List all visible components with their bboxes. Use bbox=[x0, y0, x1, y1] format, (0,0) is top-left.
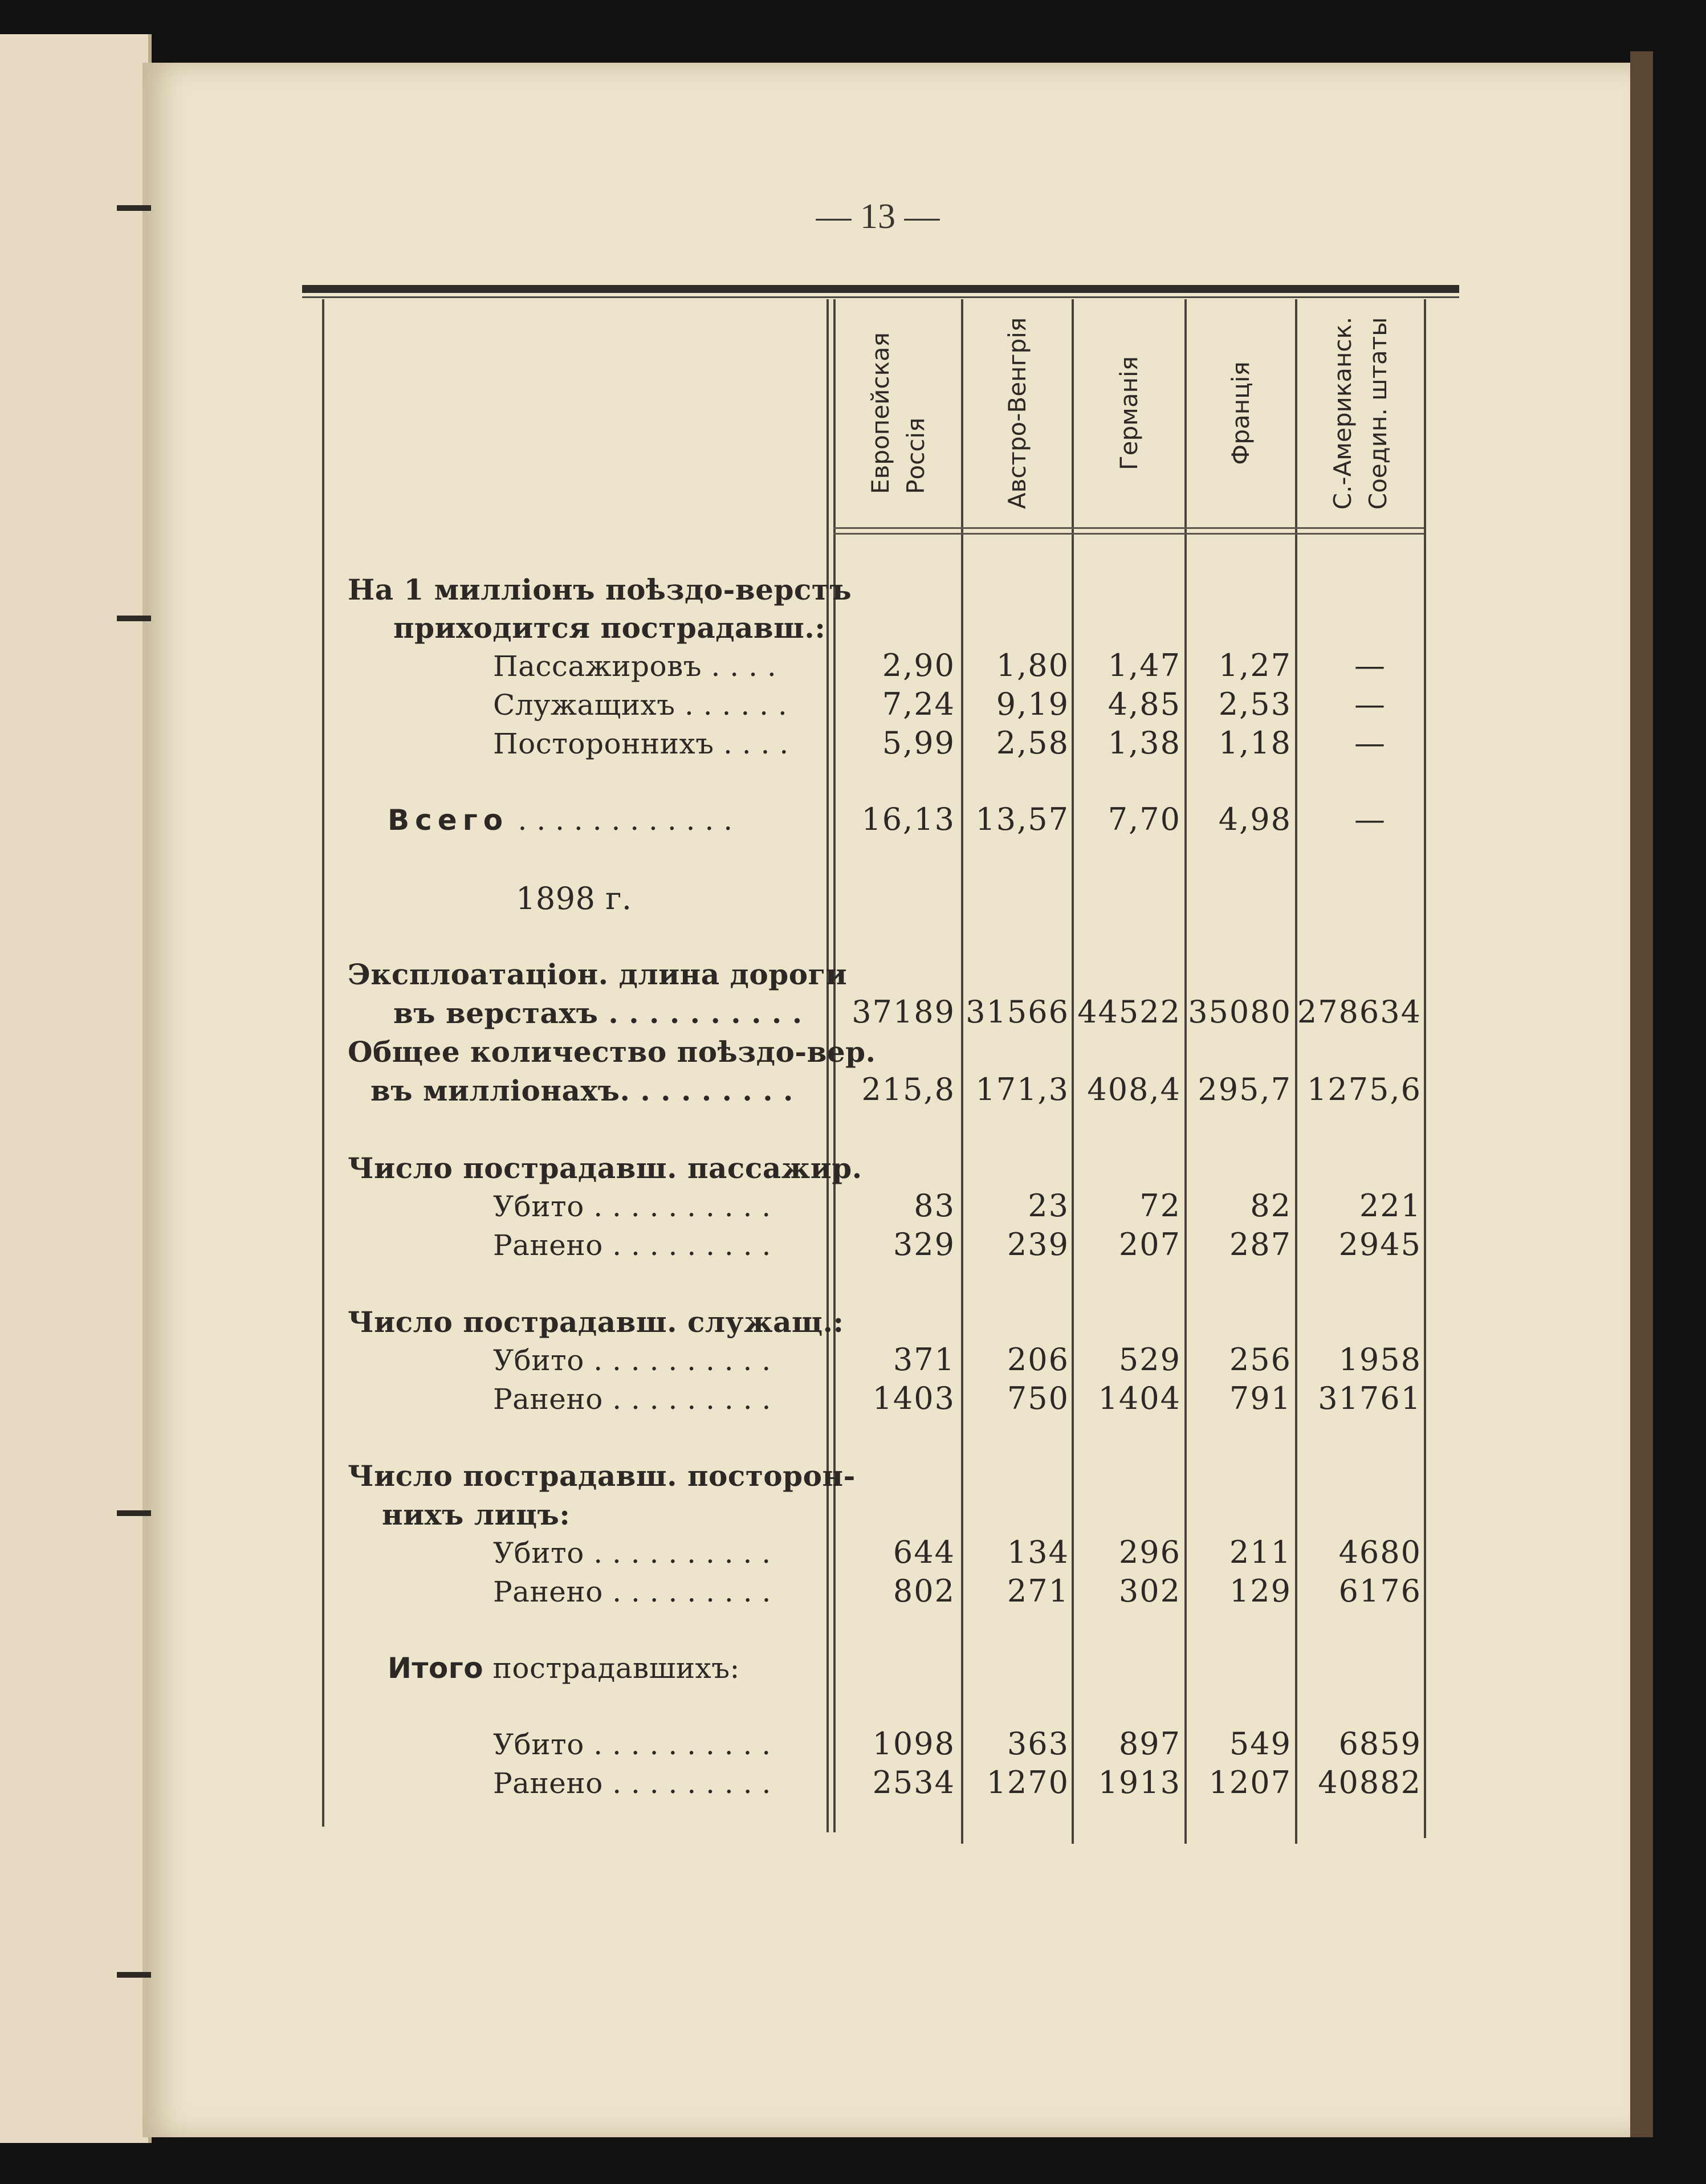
section-heading-outsiders: Число пострадавш. посторон- bbox=[348, 1459, 856, 1493]
row-label-length-cont: въ верстахъ . . . . . . . . . . bbox=[393, 996, 803, 1030]
table-cell: 549 bbox=[1229, 1726, 1292, 1762]
column-header-usa: С.-Американск. Соедин. штаты bbox=[1329, 316, 1393, 510]
section-heading-total-victims: Итого пострадавшихъ: bbox=[388, 1652, 740, 1685]
row-label-killed: Убито . . . . . . . . . . bbox=[493, 1190, 771, 1223]
table-cell: 31761 bbox=[1318, 1380, 1422, 1416]
section-heading-passengers: Число пострадавш. пассажир. bbox=[348, 1151, 862, 1185]
row-label-total: Всего . . . . . . . . . . . . bbox=[388, 804, 733, 837]
row-label-outsiders: Постороннихъ . . . . bbox=[493, 727, 789, 760]
table-cell: 40882 bbox=[1318, 1765, 1422, 1800]
table-cell: 4680 bbox=[1338, 1534, 1422, 1570]
table-cell: 6176 bbox=[1338, 1573, 1422, 1609]
table-cell: 5,99 bbox=[882, 725, 955, 761]
row-label-train-km: Общее количество поѣздо-вер. bbox=[348, 1035, 876, 1069]
table-cell: 271 bbox=[1007, 1573, 1069, 1609]
column-header-european-russia: Европейская Россія bbox=[866, 332, 930, 494]
row-label-killed: Убито . . . . . . . . . . bbox=[493, 1728, 771, 1761]
table-cell: — bbox=[1354, 725, 1386, 761]
binding-stitch bbox=[117, 205, 151, 211]
page-edge bbox=[1630, 51, 1653, 2137]
table-cell: — bbox=[1354, 647, 1386, 683]
table-cell: 221 bbox=[1359, 1188, 1422, 1224]
section-heading-employees: Число пострадавш. служащ.: bbox=[348, 1305, 844, 1339]
table-cell: 1958 bbox=[1338, 1342, 1422, 1378]
table-cell: 207 bbox=[1118, 1227, 1181, 1262]
table-cell: 31566 bbox=[966, 994, 1069, 1030]
table-cell: 1,27 bbox=[1218, 647, 1292, 683]
row-label-injured: Ранено . . . . . . . . . bbox=[493, 1229, 771, 1262]
table-cell: 1404 bbox=[1098, 1380, 1181, 1416]
table-cell: 206 bbox=[1007, 1342, 1069, 1378]
table-cell: 215,8 bbox=[861, 1071, 955, 1107]
table-cell: 408,4 bbox=[1087, 1071, 1181, 1107]
table-cell: 302 bbox=[1118, 1573, 1181, 1609]
table-cell: 9,19 bbox=[996, 686, 1069, 722]
table-cell: 13,57 bbox=[975, 801, 1069, 837]
table-cell: 802 bbox=[893, 1573, 955, 1609]
table-cell: 35080 bbox=[1188, 994, 1292, 1030]
table-top-rule bbox=[302, 285, 1459, 293]
row-label-injured: Ранено . . . . . . . . . bbox=[493, 1575, 771, 1608]
table-cell: 7,24 bbox=[882, 686, 955, 722]
section-heading: приходится пострадавш.: bbox=[393, 611, 826, 645]
header-rule bbox=[833, 527, 1424, 529]
table-cell: 6859 bbox=[1338, 1726, 1422, 1762]
table-cell: 295,7 bbox=[1198, 1071, 1292, 1107]
table-cell: 644 bbox=[893, 1534, 955, 1570]
table-cell: 1270 bbox=[986, 1765, 1069, 1800]
row-label-killed: Убито . . . . . . . . . . bbox=[493, 1344, 771, 1377]
table-cell: 296 bbox=[1118, 1534, 1181, 1570]
table-cell: 44522 bbox=[1077, 994, 1181, 1030]
section-heading: На 1 милліонъ поѣздо-верстъ bbox=[348, 573, 852, 606]
table-cell: 239 bbox=[1007, 1227, 1069, 1262]
page-number: — 13 — bbox=[816, 197, 940, 236]
table-cell: 1403 bbox=[872, 1380, 955, 1416]
table-cell: 171,3 bbox=[975, 1071, 1069, 1107]
row-label-length: Эксплоатаціон. длина дороги bbox=[348, 957, 848, 991]
binding-stitch bbox=[117, 1510, 151, 1516]
table-cell: 1275,6 bbox=[1307, 1071, 1422, 1107]
table-cell: — bbox=[1354, 801, 1386, 837]
table-cell: 82 bbox=[1250, 1188, 1292, 1224]
left-page bbox=[0, 34, 152, 2143]
table-cell: 4,98 bbox=[1218, 801, 1292, 837]
header-rule bbox=[833, 533, 1424, 535]
column-header-france: Франція bbox=[1226, 361, 1255, 465]
row-label-employees: Служащихъ . . . . . . bbox=[493, 688, 788, 722]
table-cell: 791 bbox=[1229, 1380, 1292, 1416]
section-heading-outsiders-cont: нихъ лицъ: bbox=[382, 1498, 571, 1531]
row-label-passengers: Пассажировъ . . . . bbox=[493, 650, 777, 683]
table-cell: 529 bbox=[1118, 1342, 1181, 1378]
table-cell: 278634 bbox=[1297, 994, 1422, 1030]
table-right-border bbox=[1424, 299, 1426, 1838]
binding-stitch bbox=[117, 616, 151, 621]
table-left-border bbox=[322, 299, 324, 1827]
table-cell: 72 bbox=[1139, 1188, 1181, 1224]
binding-stitch bbox=[117, 1972, 151, 1978]
table-cell: 1,18 bbox=[1218, 725, 1292, 761]
table-cell: 2945 bbox=[1338, 1227, 1422, 1262]
row-label-injured: Ранено . . . . . . . . . bbox=[493, 1383, 771, 1416]
table-cell: 363 bbox=[1007, 1726, 1069, 1762]
table-cell: 2,58 bbox=[996, 725, 1069, 761]
column-header-austria-hungary: Австро-Венгрія bbox=[1003, 317, 1032, 510]
table-cell: 1913 bbox=[1098, 1765, 1181, 1800]
table-cell: 7,70 bbox=[1108, 801, 1181, 837]
row-label-train-km-cont: въ милліонахъ. . . . . . . . . bbox=[370, 1074, 793, 1107]
table-cell: 23 bbox=[1028, 1188, 1069, 1224]
row-label-killed: Убито . . . . . . . . . . bbox=[493, 1537, 771, 1570]
table-cell: 371 bbox=[893, 1342, 955, 1378]
table-cell: 1,80 bbox=[996, 647, 1069, 683]
table-cell: 211 bbox=[1229, 1534, 1292, 1570]
table-cell: 1098 bbox=[872, 1726, 955, 1762]
table-cell: 1,47 bbox=[1108, 647, 1181, 683]
table-cell: 129 bbox=[1229, 1573, 1292, 1609]
table-cell: 134 bbox=[1007, 1534, 1069, 1570]
table-cell: 897 bbox=[1118, 1726, 1181, 1762]
column-header-germany: Германія bbox=[1115, 356, 1143, 470]
table-cell: 16,13 bbox=[861, 801, 955, 837]
table-cell: 2534 bbox=[872, 1765, 955, 1800]
table-cell: 83 bbox=[914, 1188, 955, 1224]
table-cell: 287 bbox=[1229, 1227, 1292, 1262]
table-cell: 2,90 bbox=[882, 647, 955, 683]
table-cell: 2,53 bbox=[1218, 686, 1292, 722]
table-cell: 1,38 bbox=[1108, 725, 1181, 761]
table-cell: 329 bbox=[893, 1227, 955, 1262]
table-top-rule-thin bbox=[302, 296, 1459, 298]
table-cell: 750 bbox=[1007, 1380, 1069, 1416]
table-cell: 256 bbox=[1229, 1342, 1292, 1378]
table-cell: 1207 bbox=[1208, 1765, 1292, 1800]
table-cell: 4,85 bbox=[1108, 686, 1181, 722]
table-cell: — bbox=[1354, 686, 1386, 722]
row-label-injured: Ранено . . . . . . . . . bbox=[493, 1767, 771, 1800]
year-heading: 1898 г. bbox=[516, 881, 632, 916]
table-cell: 37189 bbox=[852, 994, 955, 1030]
